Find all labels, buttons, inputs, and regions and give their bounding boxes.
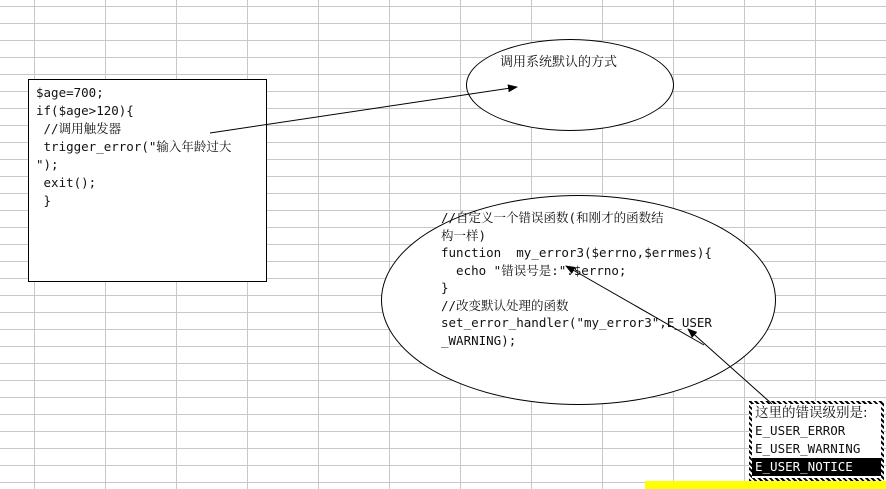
code-line: _WARNING); — [441, 332, 517, 348]
arrow-to-default-handler — [210, 87, 517, 133]
code-line: "); — [36, 157, 59, 172]
code-line: //调用触发器 — [36, 121, 122, 136]
code-line: trigger_error("输入年龄过大 — [36, 139, 232, 154]
code-line: $age=700; — [36, 85, 104, 100]
error-level-option[interactable]: E_USER_WARNING — [755, 441, 861, 456]
code-line: function my_error3($errno,$errmes){ — [441, 245, 712, 260]
error-level-title: 这里的错误级别是: — [755, 405, 868, 421]
arrow-to-error-constant — [688, 329, 772, 404]
arrow-to-handler-name — [566, 266, 704, 345]
error-level-option[interactable]: E_USER_ERROR — [755, 423, 846, 438]
code-line: } — [441, 280, 449, 295]
code-line: } — [36, 193, 52, 208]
default-handler-label: 调用系统默认的方式 — [500, 55, 618, 70]
code-line: 构一样) — [441, 227, 487, 243]
code-line: if($age>120){ — [36, 103, 134, 118]
code-line: //改变默认处理的函数 — [441, 297, 569, 313]
code-line: echo "错误号是:".$errno; — [441, 262, 627, 278]
code-line: //自定义一个错误函数(和刚才的函数结 — [441, 210, 664, 225]
error-level-option-selected[interactable]: E_USER_NOTICE — [752, 458, 881, 476]
code-line: set_error_handler("my_error3",E_USER — [441, 315, 712, 330]
code-line: exit(); — [36, 175, 97, 190]
